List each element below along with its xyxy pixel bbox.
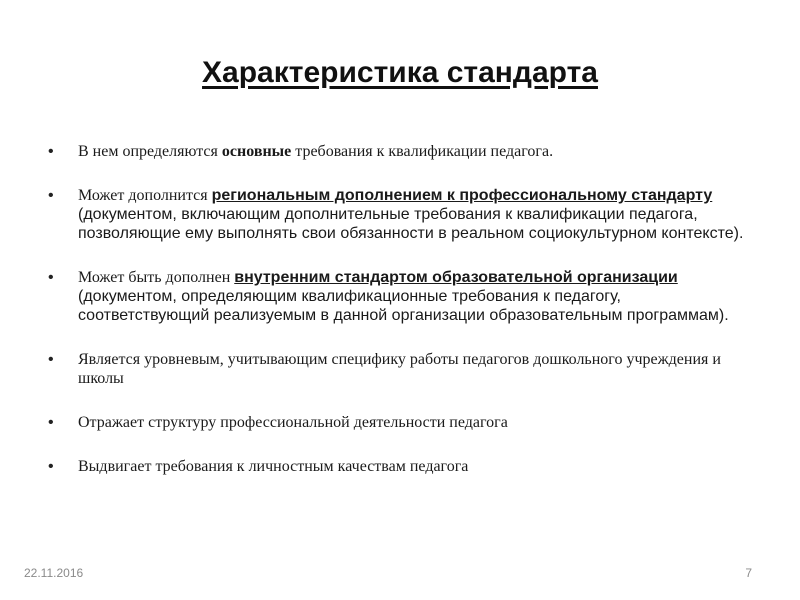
bullet-marker: •: [48, 414, 54, 431]
page-number: 7: [745, 566, 752, 580]
bullet-marker: •: [48, 351, 54, 368]
bullet-marker: •: [48, 143, 54, 160]
bullet-item-6: [46, 457, 746, 476]
bullet-item-3: [46, 268, 746, 325]
bullet-marker: •: [48, 269, 54, 286]
bullet-text-part: Может быть дополнен: [78, 269, 235, 286]
bullet-text-part: (документом, определяющим квалификационные требования к педагогу, соответствующий реализуемым в данной организации образовательным программам).: [78, 288, 729, 324]
bullet-text-underlined: региональным дополнением к профессиональному стандарту: [211, 187, 713, 204]
bullet-marker: •: [48, 458, 54, 475]
bullet-text-part: (документом, включающим дополнительные требования к квалификации педагога, позволяющие ему выполнять свои обязанности в реальном социокультурном контексте).: [78, 206, 744, 242]
bullet-text: Является уровневым, учитывающим специфику работы педагогов дошкольного учреждения и школы: [78, 351, 721, 387]
bullet-item-4: [46, 350, 746, 388]
bullet-item-1: [46, 142, 746, 161]
bullet-text: [78, 143, 553, 160]
bullet-text-part: Может дополнится: [78, 187, 212, 204]
bullet-list: [46, 142, 746, 476]
bullet-text-part: В нем определяются: [78, 143, 222, 160]
bullet-text: Отражает структуру профессиональной деятельности педагога: [78, 414, 508, 431]
bullet-text-part: требования к квалификации педагога.: [291, 143, 554, 160]
bullet-text-bold: основные: [221, 143, 292, 160]
slide-title: Характеристика стандарта: [202, 56, 598, 89]
footer-date: 22.11.2016: [24, 566, 84, 580]
bullet-text: Выдвигает требования к личностным качествам педагога: [78, 458, 469, 475]
bullet-item-2: [46, 186, 746, 243]
bullet-text-underlined: внутренним стандартом образовательной организации: [234, 269, 678, 286]
bullet-item-5: [46, 413, 746, 432]
bullet-marker: •: [48, 187, 54, 204]
